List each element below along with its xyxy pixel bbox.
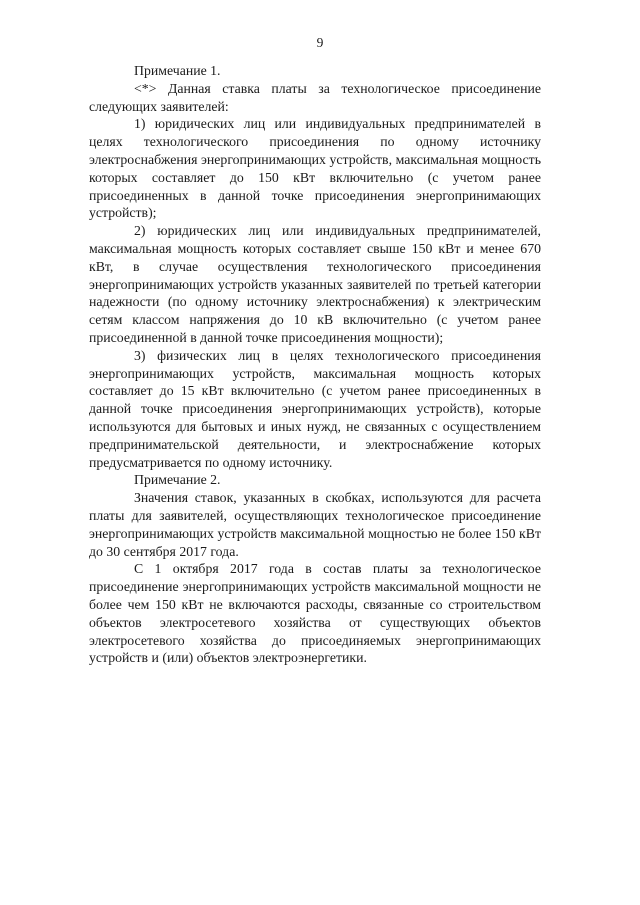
note-2-title: Примечание 2. <box>134 472 221 488</box>
note-1-item-1: 1) юридических лиц или индивидуальных предпринимателей в целях технологического присоединения по одному источнику электроснабжения энергопринимающих устройств, максимальная мощность которых составляет до 150 кВт включительно (с учетом ранее присоединенных в данной точке присоединения энергопринимающих устройств); <box>89 116 541 221</box>
note-2-paragraph-2: С 1 октября 2017 года в состав платы за технологическое присоединение энергопринимающих устройств максимальной мощности не более чем 150 кВт не включаются расходы, связанные со строительством объектов электросетевого хозяйства от существующих объектов электросетевого хозяйства до присоединяемых энергопринимающих устройств и (или) объектов электроэнергетики. <box>89 561 541 666</box>
note-1-title: Примечание 1. <box>134 63 221 78</box>
note-1-item-3: 3) физических лиц в целях технологического присоединения энергопринимающих устройств, максимальная мощность которых составляет до 15 кВт включительно (с учетом ранее присоединенных в данной точке присоединения энергопринимающих устройств), которые используются для бытовых и иных нужд, не связанных с осуществлением предпринимательской деятельности, и электроснабжение которых предусматривается по одному источнику. <box>89 347 541 470</box>
note-1-item-2: 2) юридических лиц или индивидуальных предпринимателей, максимальная мощность которых составляет свыше 150 кВт и менее 670 кВт, в случае осуществления технологического присоединения энергопринимающих устройств указанных заявителей по третьей категории надежности (по одному источнику электроснабжения) к электрическим сетям классом напряжения до 10 кВ включительно (с учетом ранее присоединенной в данной точке присоединения мощности); <box>89 223 541 345</box>
note-1-intro: <*> Данная ставка платы за технологическое присоединение следующих заявителей: <box>89 80 541 114</box>
document-body <box>89 62 541 667</box>
page-number: 9 <box>316 35 324 50</box>
note-2-paragraph-1: Значения ставок, указанных в скобках, используются для расчета платы для заявителей, осуществляющих технологическое присоединение энергопринимающих устройств максимальной мощностью не более 150 кВт до 30 сентября 2017 года. <box>89 490 541 559</box>
